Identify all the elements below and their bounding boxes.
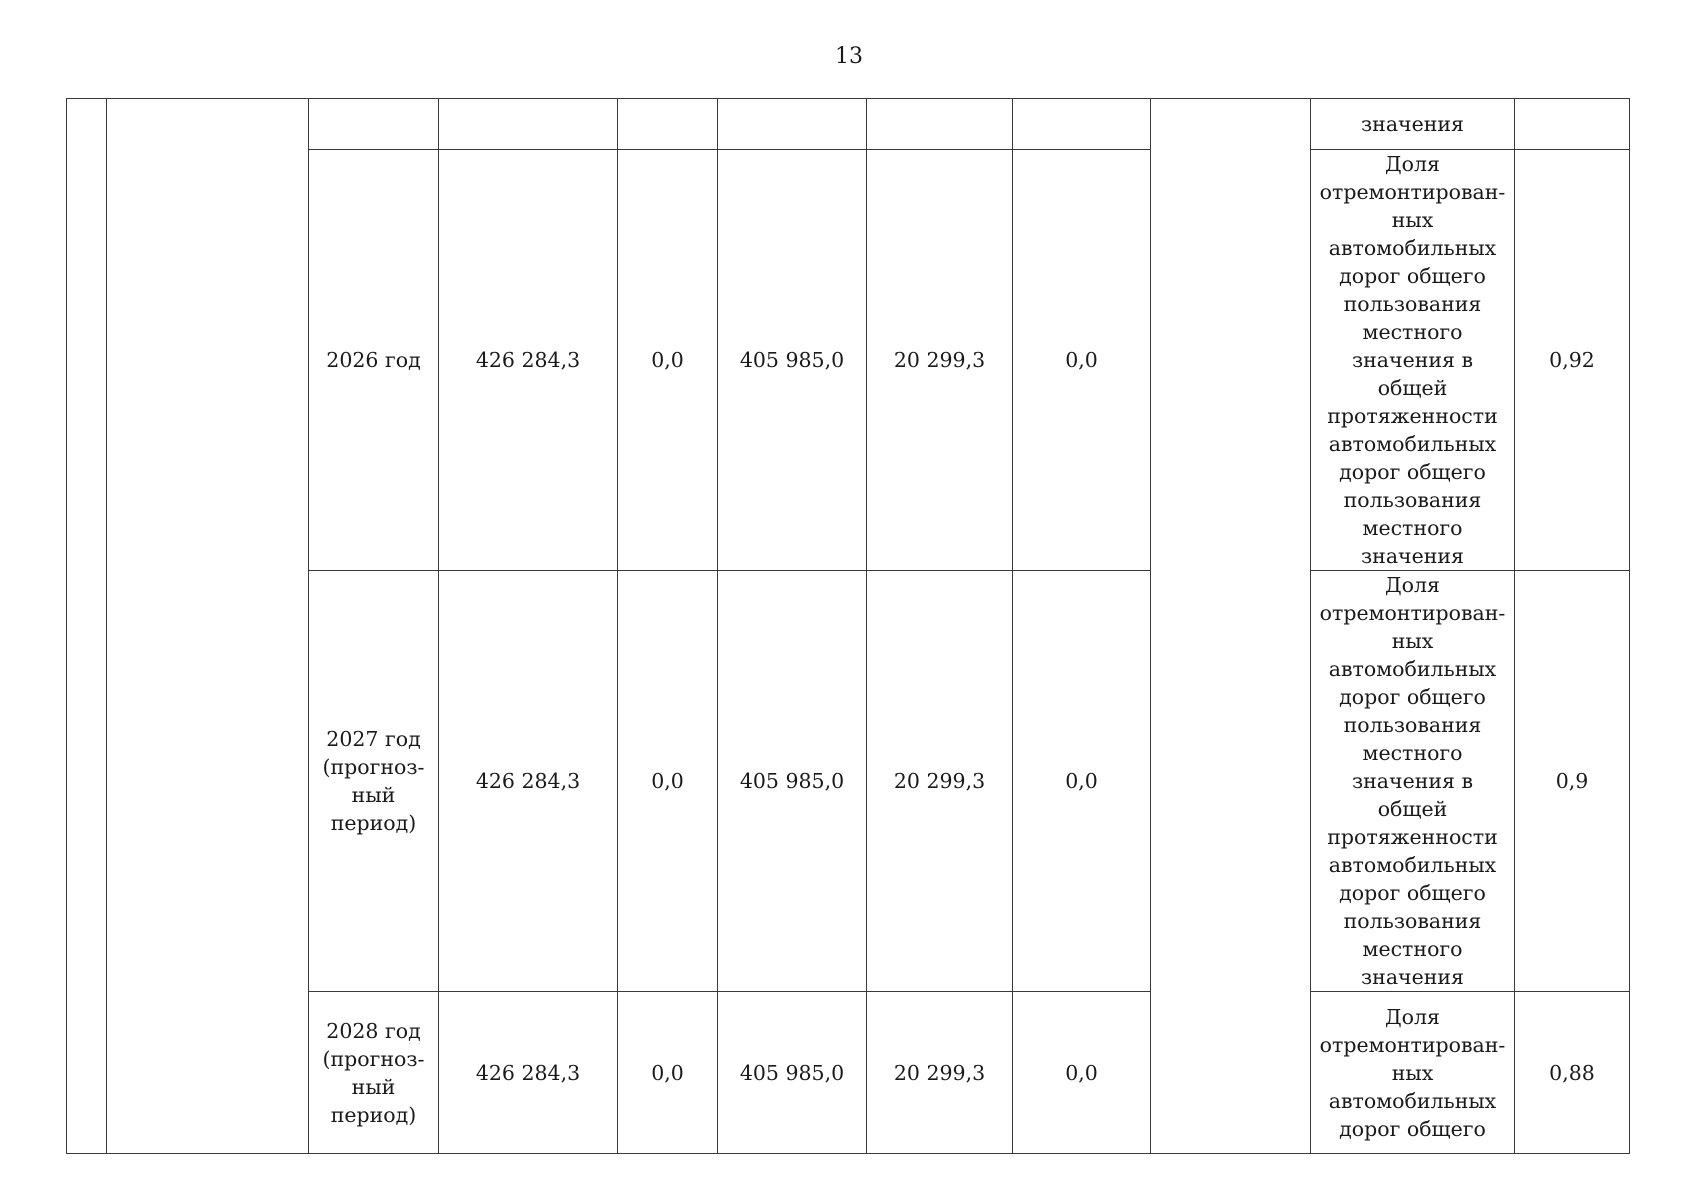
indicator-cell: значения [1311, 99, 1515, 150]
indicator-value-cell: 0,88 [1515, 992, 1630, 1154]
regional-cell-empty [718, 99, 867, 150]
indicator-cell: Доля отремонтирован- ных автомобильных дорог общего пользования местного значения в общей протяженности автомобильных дорог общего пользования местного значения [1311, 571, 1515, 992]
executor-cell [1151, 99, 1311, 1154]
indicator-cell: Доля отремонтирован- ных автомобильных дорог общего [1311, 992, 1515, 1154]
measure-name-cell [107, 99, 309, 1154]
year-cell-empty [309, 99, 439, 150]
local-cell: 20 299,3 [867, 571, 1013, 992]
local-cell-empty [867, 99, 1013, 150]
federal-cell-empty [618, 99, 718, 150]
regional-cell: 405 985,0 [718, 571, 867, 992]
regional-cell: 405 985,0 [718, 992, 867, 1154]
total-cell-empty [439, 99, 618, 150]
program-funding-table [66, 98, 1630, 1154]
indicator-cell: Доля отремонтирован- ных автомобильных дорог общего пользования местного значения в общей протяженности автомобильных дорог общего пользования местного значения [1311, 150, 1515, 571]
other-cell: 0,0 [1013, 150, 1151, 571]
federal-cell: 0,0 [618, 571, 718, 992]
federal-cell: 0,0 [618, 992, 718, 1154]
page-number: 13 [835, 44, 863, 69]
number-cell [67, 99, 107, 1154]
total-cell: 426 284,3 [439, 992, 618, 1154]
local-cell: 20 299,3 [867, 150, 1013, 571]
year-cell: 2027 год (прогноз- ный период) [309, 571, 439, 992]
total-cell: 426 284,3 [439, 150, 618, 571]
indicator-value-cell: 0,92 [1515, 150, 1630, 571]
indicator-value-cell-empty [1515, 99, 1630, 150]
local-cell: 20 299,3 [867, 992, 1013, 1154]
indicator-value-cell: 0,9 [1515, 571, 1630, 992]
year-cell: 2026 год [309, 150, 439, 571]
total-cell: 426 284,3 [439, 571, 618, 992]
other-cell: 0,0 [1013, 571, 1151, 992]
other-cell: 0,0 [1013, 992, 1151, 1154]
other-cell-empty [1013, 99, 1151, 150]
table-row-continuation [67, 99, 1630, 150]
year-cell: 2028 год (прогноз- ный период) [309, 992, 439, 1154]
federal-cell: 0,0 [618, 150, 718, 571]
regional-cell: 405 985,0 [718, 150, 867, 571]
